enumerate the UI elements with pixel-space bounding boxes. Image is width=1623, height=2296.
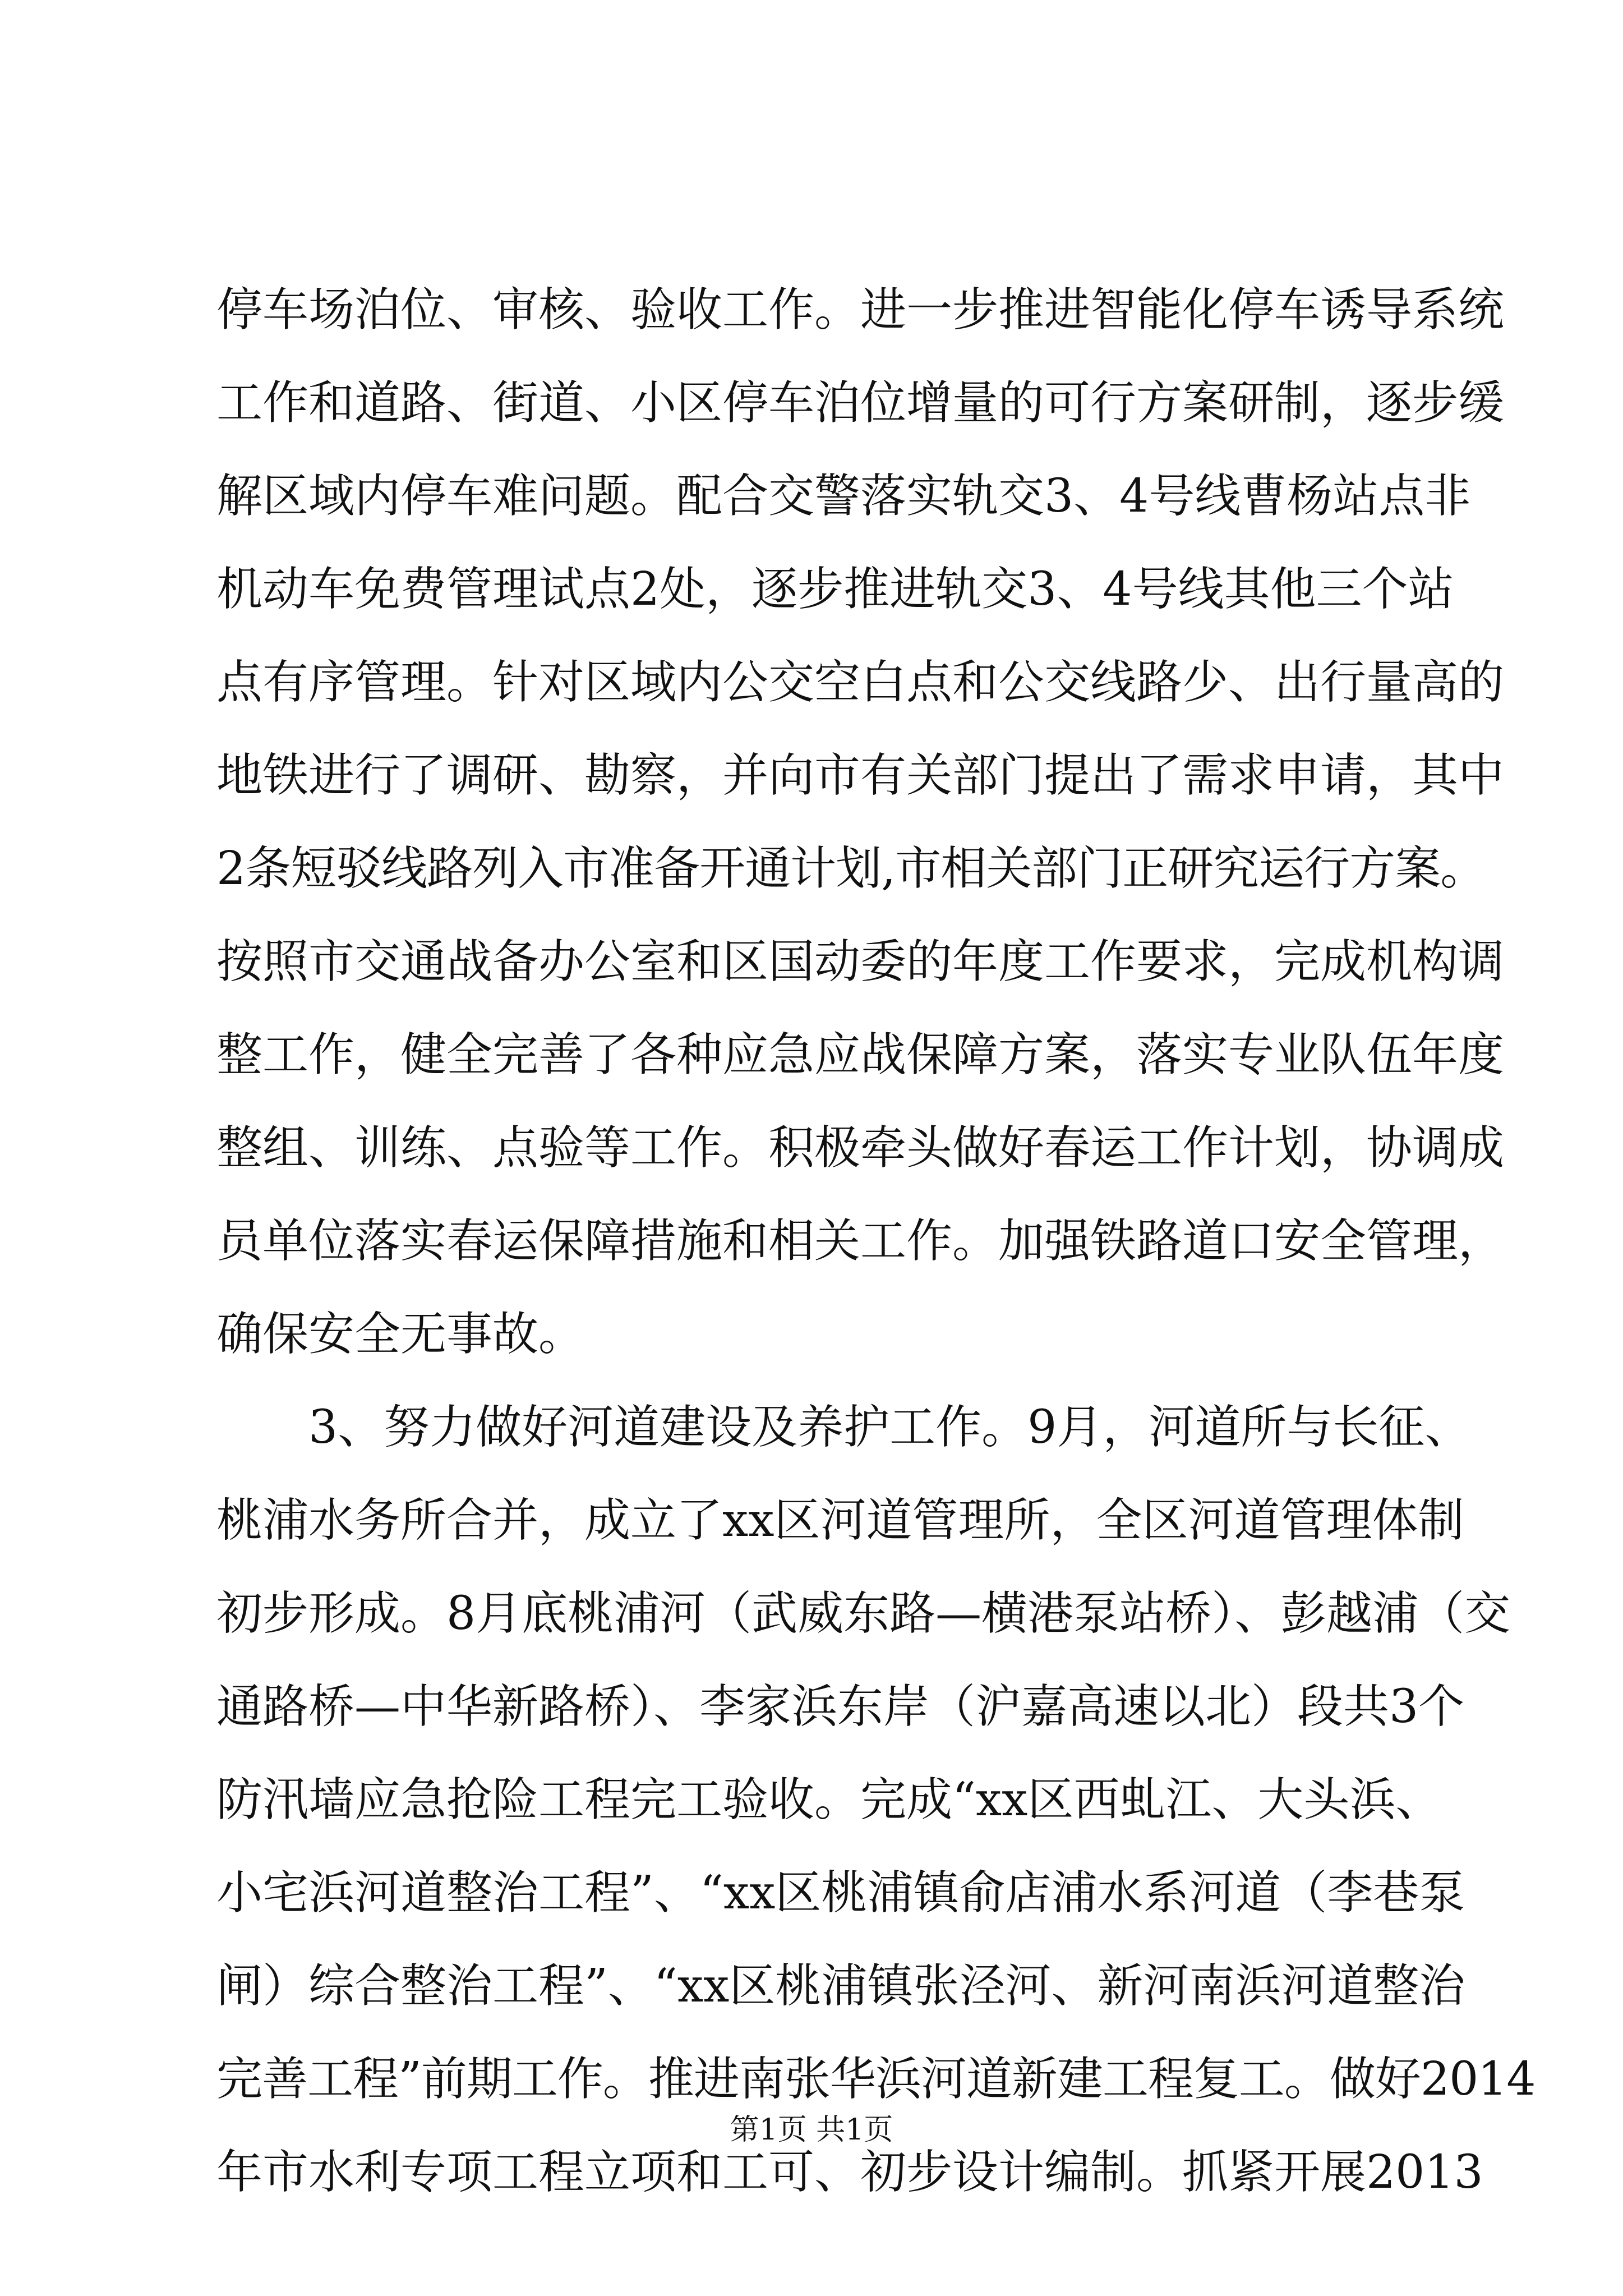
text-line-8: 按照市交通战备办公室和区国动委的年度工作要求，完成机构调	[216, 935, 1505, 988]
text-line-13: 3、努力做好河道建设及养护工作。9月，河道所与长征、	[308, 1401, 1471, 1454]
text-line-16: 通路桥—中华新路桥）、李家浜东岸（沪嘉高速以北）段共3个	[216, 1680, 1465, 1733]
text-line-6: 地铁进行了调研、勘察，并向市有关部门提出了需求申请，其中	[216, 749, 1505, 802]
text-line-3: 解区域内停车难问题。配合交警落实轨交3、4号线曹杨站点非	[216, 470, 1471, 523]
text-line-21: 年市水利专项工程立项和工可、初步设计编制。抓紧开展2013	[216, 2146, 1483, 2199]
text-line-18: 小宅浜河道整治工程”、“xx区桃浦镇俞店浦水系河道（李巷泵	[216, 1866, 1465, 1920]
text-line-19: 闸）综合整治工程”、“xx区桃浦镇张泾河、新河南浜河道整治	[216, 1959, 1465, 2013]
text-line-4: 机动车免费管理试点2处，逐步推进轨交3、4号线其他三个站	[216, 563, 1454, 616]
text-line-10: 整组、训练、点验等工作。积极牵头做好春运工作计划，协调成	[216, 1121, 1505, 1175]
text-line-7: 2条短驳线路列入市准备开通计划,市相关部门正研究运行方案。	[216, 842, 1486, 895]
text-line-12: 确保安全无事故。	[216, 1308, 585, 1361]
text-line-2: 工作和道路、街道、小区停车泊位增量的可行方案研制，逐步缓	[216, 376, 1505, 430]
text-line-20: 完善工程”前期工作。推进南张华浜河道新建工程复工。做好2014	[216, 2053, 1536, 2106]
text-line-14: 桃浦水务所合并，成立了xx区河道管理所，全区河道管理体制	[216, 1494, 1464, 1547]
body-text	[216, 264, 1536, 2219]
text-line-11: 员单位落实春运保障措施和相关工作。加强铁路道口安全管理，	[216, 1214, 1505, 1268]
text-line-17: 防汛墙应急抢险工程完工验收。完成“xx区西虬江、大头浜、	[216, 1773, 1442, 1826]
text-line-5: 点有序管理。针对区域内公交空白点和公交线路少、出行量高的	[216, 656, 1505, 709]
text-line-1: 停车场泊位、审核、验收工作。进一步推进智能化停车诱导系统	[216, 283, 1505, 337]
page-footer: 第1页 共1页	[730, 2113, 893, 2147]
text-line-9: 整工作，健全完善了各种应急应战保障方案，落实专业队伍年度	[216, 1028, 1505, 1082]
text-line-15: 初步形成。8月底桃浦河（武威东路—横港泵站桥）、彭越浦（交	[216, 1587, 1511, 1640]
